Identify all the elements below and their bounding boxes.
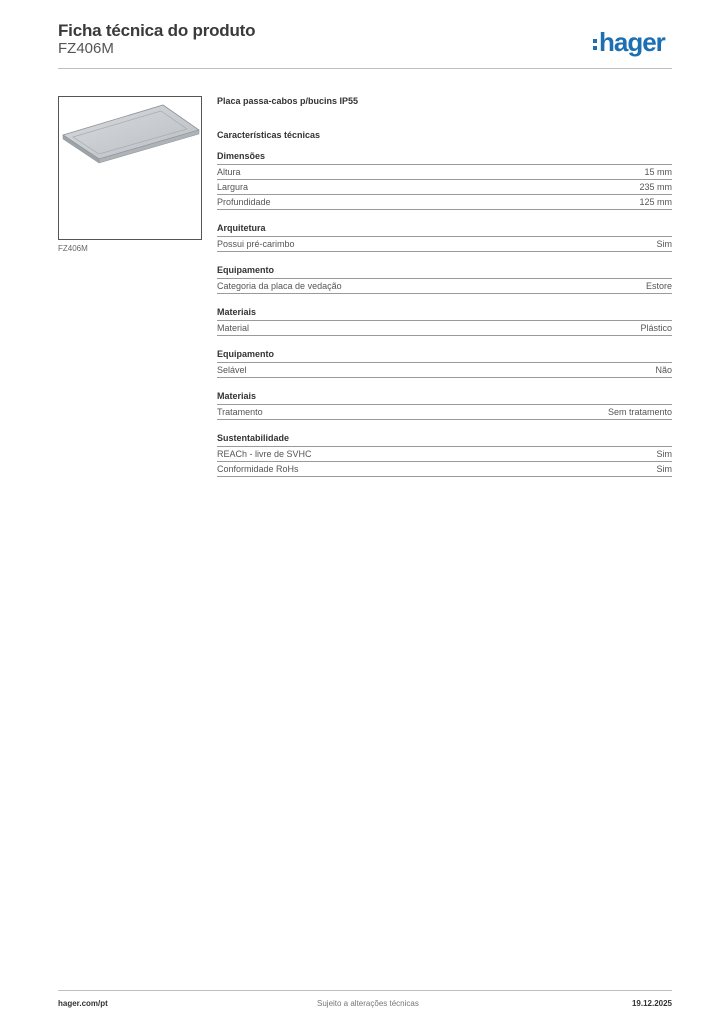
footer-divider [58,990,672,991]
logo-dots-icon [593,39,597,50]
spec-group-title: Equipamento [217,349,672,363]
spec-group-title: Sustentabilidade [217,433,672,447]
product-image [59,97,201,239]
spec-group [217,265,672,294]
product-description: Placa passa-cabos p/bucins IP55 [217,96,359,106]
product-code: FZ406M [58,40,114,57]
spec-label: REACh - livre de SVHC [217,449,312,459]
spec-label: Largura [217,182,249,192]
spec-label: Material [217,323,250,333]
section-heading: Características técnicas [217,130,321,140]
spec-label: Categoria da placa de vedação [217,281,342,291]
spec-label: Tratamento [217,407,263,417]
spec-group-title: Dimensões [217,151,672,165]
spec-group-title: Equipamento [217,265,672,279]
spec-row [217,279,672,294]
spec-group [217,223,672,252]
footer-date: 19.12.2025 [631,999,672,1008]
spec-value: 125 mm [639,197,672,207]
spec-group [217,433,672,477]
spec-group-title: Materiais [217,307,672,321]
spec-label: Profundidade [217,197,271,207]
logo-text: hager [599,27,665,57]
spec-groups [217,151,672,477]
spec-group [217,307,672,336]
spec-group-title: Materiais [217,391,672,405]
spec-label: Possui pré-carimbo [217,239,295,249]
spec-group-title: Arquitetura [217,223,672,237]
spec-value: Estore [645,281,672,291]
specs-content [217,96,672,477]
spec-row [217,447,672,462]
spec-row [217,165,672,180]
hager-logo [593,27,665,58]
spec-value: 15 mm [644,167,672,177]
spec-value: Sim [656,464,672,474]
spec-label: Selável [217,365,247,375]
spec-row [217,195,672,210]
spec-label: Altura [217,167,241,177]
product-image-frame [58,96,202,240]
spec-value: Não [655,365,672,375]
spec-group [217,151,672,210]
header-divider [58,68,672,69]
footer-notice: Sujeito a alterações técnicas [317,999,419,1008]
spec-row [217,321,672,336]
spec-row [217,405,672,420]
spec-label: Conformidade RoHs [217,464,299,474]
spec-value: Sim [656,449,672,459]
spec-group [217,391,672,420]
spec-value: 235 mm [639,182,672,192]
spec-row [217,180,672,195]
spec-row [217,462,672,477]
footer-website: hager.com/pt [58,999,108,1008]
spec-value: Plástico [640,323,672,333]
spec-row [217,363,672,378]
spec-value: Sim [656,239,672,249]
page-title: Ficha técnica do produto [58,21,256,40]
spec-row [217,237,672,252]
spec-value: Sem tratamento [607,407,672,417]
spec-group [217,349,672,378]
image-caption: FZ406M [58,244,88,253]
